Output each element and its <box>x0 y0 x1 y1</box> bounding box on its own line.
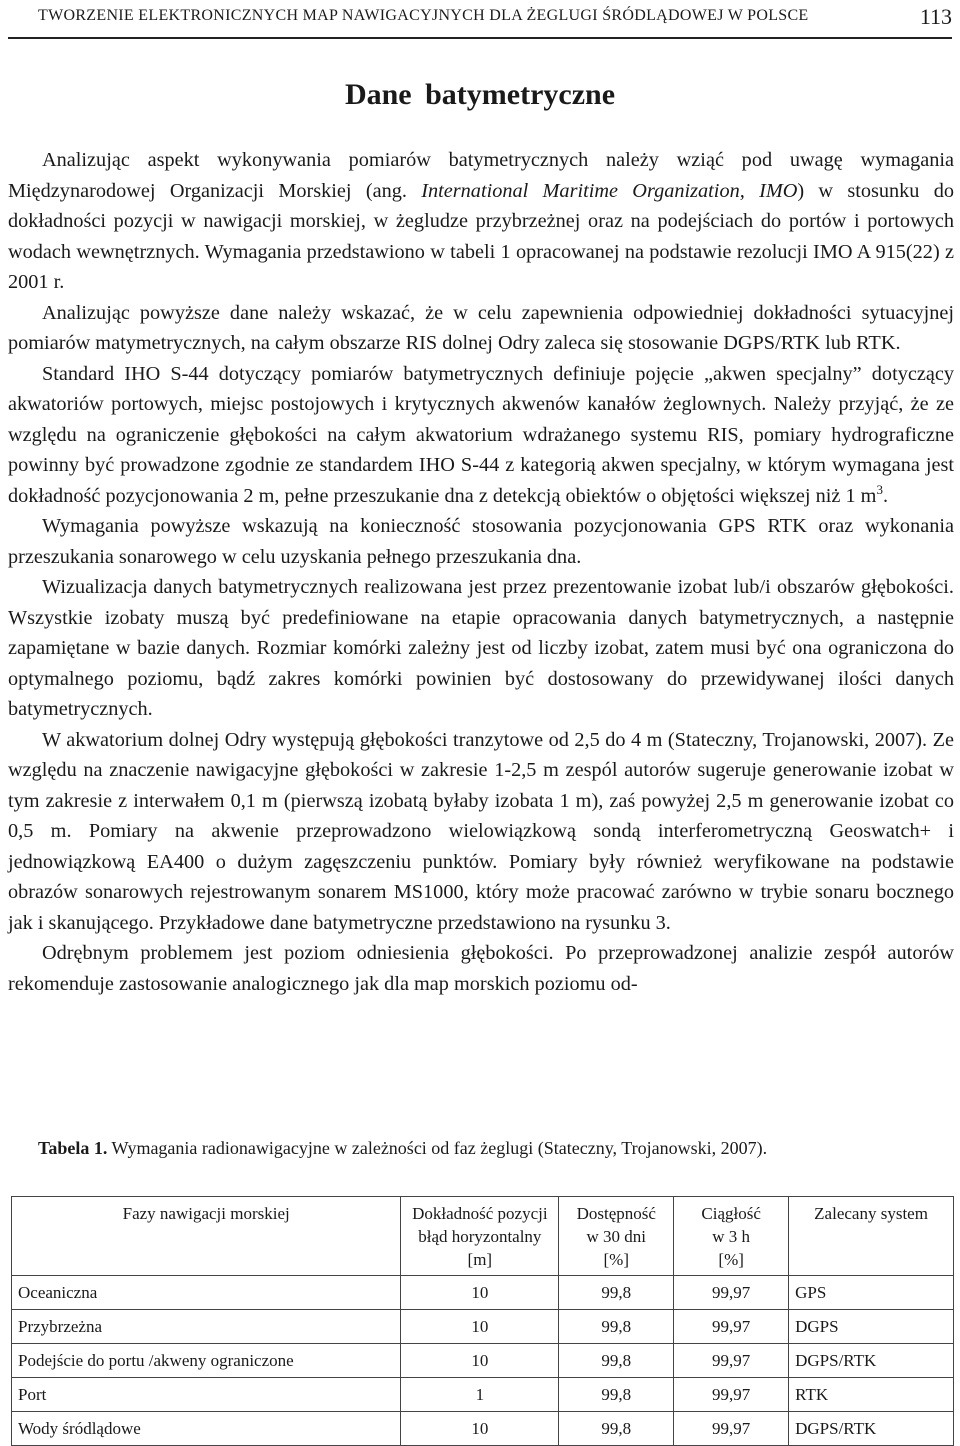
header-phase: Fazy nawigacji morskiej <box>12 1197 401 1276</box>
header-continuity: Ciągłość w 3 h [%] <box>674 1197 789 1276</box>
table-cell: Oceaniczna <box>12 1276 401 1310</box>
table-cell: 10 <box>401 1310 559 1344</box>
table-cell: DGPS <box>789 1310 954 1344</box>
table-row <box>12 1378 954 1412</box>
paragraph-3: Standard IHO S-44 dotyczący pomiarów batymetrycznych definiuje pojęcie „akwen specjalny” dotyczący akwatoriów portowych, miejsc postojowych i krytycznych akwenów kanałów żeglownych. Należy przyjąć, że ze względu na ograniczenie głębokości na całym akwatorium wdrażanego systemu RIS, pomiary hydrograficzne powinny być prowadzone zgodnie ze standardem IHO S-44 z kategorią akwen specjalny, w którym wymagana jest dokładność pozycjonowania 2 m, pełne przeszukanie dna z detekcją obiektów o objętości większej niż 1 $m^3$. <box>8 362 954 507</box>
table-row <box>12 1310 954 1344</box>
running-title: TWORZENIE ELEKTRONICZNYCH MAP NAWIGACYJNYCH DLA ŻEGLUGI ŚRÓDLĄDOWEJ W POLSCE <box>38 7 809 24</box>
table-cell: 10 <box>401 1344 559 1378</box>
paragraph-2: Analizując powyższe dane należy wskazać, że w celu zapewnienia odpowiedniej dokładności sytuacyjnej pomiarów matymetrycznych, na całym obszarze RIS dolnej Odry zaleca się stosowanie DGPS/RTK lub RTK. <box>8 301 954 354</box>
table-row <box>12 1276 954 1310</box>
paragraph-4: Wymagania powyższe wskazują na konieczność stosowania pozycjonowania GPS RTK oraz wykonania przeszukania sonarowego w celu uzyskania pełnego przeszukania dna. <box>8 515 954 568</box>
table-header-row <box>12 1197 954 1276</box>
page-number: 113 <box>919 4 952 29</box>
table-cell: 99,97 <box>674 1310 789 1344</box>
paragraph-1: Analizując aspekt wykonywania pomiarów batymetrycznych należy wziąć pod uwagę wymagania Międzynarodowej Organizacji Morskiej (ang. International Maritime Organization, IMO) w stosunku do dokładności pozycji w nawigacji morskiej, w żegludze przybrzeżnej oraz na podejściach do portów i portowych wodach wewnętrznych. Wymagania przedstawiono w tabeli 1 opracowanej na podstawie rezolucji IMO A 915(22) z 2001 r. <box>8 149 955 293</box>
table-cell: DGPS/RTK <box>789 1344 954 1378</box>
requirements-table <box>11 1196 954 1446</box>
table-cell: GPS <box>789 1276 954 1310</box>
paragraph-7: Odrębnym problemem jest poziom odniesienia głębokości. Po przeprowadzonej analizie zespół autorów rekomenduje zastosowanie analogicznego jak dla map morskich poziomu od- <box>8 942 954 995</box>
table-cell: 99,8 <box>559 1378 674 1412</box>
table-caption <box>38 1138 767 1159</box>
table-row <box>12 1412 954 1446</box>
table-cell: Podejście do portu /akweny ograniczone <box>12 1344 401 1378</box>
paragraph-5: Wizualizacja danych batymetrycznych realizowana jest przez prezentowanie izobat lub/i obszarów głębokości. Wszystkie izobaty muszą być predefiniowane na etapie opracowania danych batymetrycznych, a następnie zapamiętane w bazie danych. Rozmiar komórki zależny jest od liczby izobat, zatem musi być ona ograniczona do optymalnego poziomu, bądź zakres komórki powinien być dostosowany do przewidywanej ilości danych batymetrycznych. <box>8 576 954 720</box>
table-row <box>12 1344 954 1378</box>
table-cell: 99,97 <box>674 1412 789 1446</box>
table-cell: 99,97 <box>674 1378 789 1412</box>
table-cell: 10 <box>401 1412 559 1446</box>
table-cell: Przybrzeżna <box>12 1310 401 1344</box>
table-cell: RTK <box>789 1378 954 1412</box>
header-system: Zalecany system <box>789 1197 954 1276</box>
table-cell: 99,8 <box>559 1412 674 1446</box>
table-cell: 99,97 <box>674 1276 789 1310</box>
table-cell: DGPS/RTK <box>789 1412 954 1446</box>
paragraph-6: W akwatorium dolnej Odry występują głębokości tranzytowe od 2,5 do 4 m (Stateczny, Trojanowski, 2007). Ze względu na znaczenie nawigacyjne głębokości w zakresie 1-2,5 m zespól autorów sugeruje generowanie izobat w tym zakresie z interwałem 0,1 m (pierwszą izobatą byłaby izobata 1 m), zaś powyżej 2,5 m generowanie izobat co 0,5 m. Pomiary na akwenie przeprowadzono wielowiązkową sondą interferometryczną Geoswatch+ i jednowiązkową EA400 o dużym zagęszczeniu punktów. Pomiary były również weryfikowane na podstawie obrazów sonarowych rejestrowanym sonarem MS1000, który może pracować zarówno w trybie sonaru bocznego jak i skanującego. Przykładowe dane batymetryczne przedstawiono na rysunku 3. <box>8 728 954 934</box>
body-text <box>8 145 954 999</box>
table-caption-text: Wymagania radionawigacyjne w zależności od faz żeglugi (Stateczny, Trojanowski, 2007). <box>107 1138 768 1158</box>
table-cell: 10 <box>401 1276 559 1310</box>
header-accuracy: Dokładność pozycji błąd horyzontalny [m] <box>401 1197 559 1276</box>
section-title: Dane batymetryczne <box>344 78 616 111</box>
header-availability: Dostępność w 30 dni [%] <box>559 1197 674 1276</box>
table-cell: 99,8 <box>559 1344 674 1378</box>
page-header <box>8 0 952 39</box>
table-cell: Wody śródlądowe <box>12 1412 401 1446</box>
table-cell: 99,97 <box>674 1344 789 1378</box>
table-cell: 99,8 <box>559 1276 674 1310</box>
table-caption-label: Tabela 1. <box>38 1138 108 1158</box>
table-cell: 1 <box>401 1378 559 1412</box>
table-cell: 99,8 <box>559 1310 674 1344</box>
table-cell: Port <box>12 1378 401 1412</box>
